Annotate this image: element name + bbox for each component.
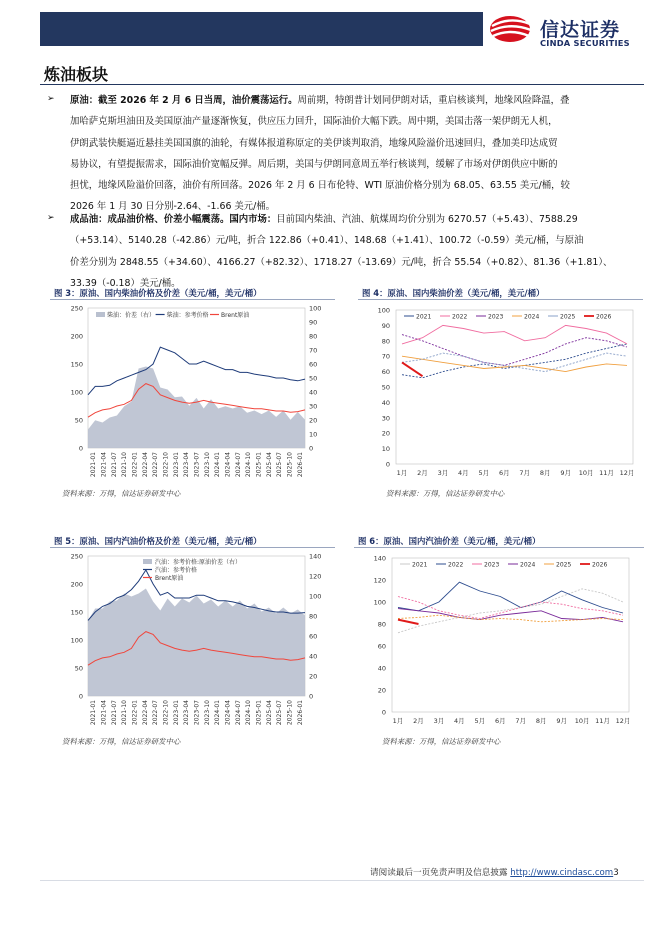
x-tick-label: 2025-10 [286, 700, 294, 726]
fig4-chart [358, 300, 648, 485]
legend-swatch [143, 559, 152, 564]
y-right-tick-label: 100 [309, 304, 322, 313]
y-tick-label: 80 [377, 620, 386, 629]
plot-area [396, 310, 633, 464]
y-tick-label: 20 [381, 429, 390, 438]
y-right-tick-label: 60 [309, 360, 318, 369]
x-tick-label: 2024-04 [224, 452, 232, 478]
y-tick-label: 40 [381, 398, 390, 407]
fig5-chart [50, 548, 340, 733]
legend-swatch [96, 312, 105, 317]
x-tick-label: 2026-01 [296, 700, 304, 726]
x-tick-label: 2024-10 [245, 452, 253, 478]
fig3-title: 图 3：原油、国内柴油价格及价差（美元/桶，美元/桶） [54, 288, 262, 298]
y-tick-label: 0 [385, 460, 390, 469]
products-line-3: 价差分别为 2848.55（+34.60）、4166.27（+82.32）、1718.27（-13.69）元/吨，折合 55.54（+0.82）、81.36（+1.81）、 [70, 256, 613, 268]
x-tick-label: 2024-04 [224, 700, 232, 726]
x-tick-label: 5月 [474, 717, 486, 725]
legend-label: 2022 [448, 561, 464, 569]
x-tick-label: 4月 [454, 717, 465, 725]
y-left-tick-label: 0 [78, 444, 83, 453]
x-tick-label: 2021-10 [121, 700, 129, 726]
x-tick-label: 2026-01 [296, 452, 304, 478]
legend-label: 汽油：参考价格 [155, 567, 198, 574]
crude-lead-bold: 截至 2026 年 2 月 6 日当周，油价震荡运行。 [98, 95, 298, 106]
cinda-logo-icon [488, 14, 536, 44]
legend-label: 2025 [560, 313, 576, 321]
bullet-arrow-icon: ➢ [47, 94, 55, 104]
legend-label: 2024 [520, 561, 536, 569]
logo-cn: 信达证券 [540, 19, 621, 41]
x-tick-label: 2023-04 [183, 452, 191, 478]
logo-en: CINDA SECURITIES [540, 38, 630, 48]
y-tick-label: 0 [381, 708, 386, 717]
legend-label: 2026 [596, 313, 612, 321]
legend-label: 柴油：参考价格 [166, 312, 209, 319]
x-tick-label: 2025-01 [255, 452, 263, 478]
x-tick-label: 12月 [619, 469, 635, 477]
x-tick-label: 1月 [392, 717, 404, 725]
y-tick-label: 80 [381, 337, 390, 346]
x-tick-label: 2月 [417, 469, 428, 477]
title-divider [40, 84, 644, 85]
legend-label: Brent原油 [155, 575, 184, 582]
crude-line-2: 加哈萨克斯坦油田及美国原油产量逐渐恢复，供应压力回升，国际油价大幅下跌。周中期，美国击落一架伊朗无人机， [70, 116, 558, 128]
legend-label: 2026 [592, 561, 608, 569]
y-right-tick-label: 50 [309, 374, 318, 383]
x-tick-label: 2025-04 [265, 452, 273, 478]
x-tick-label: 2022-01 [131, 452, 139, 478]
crude-line-5: 担忧，地缘风险溢价回落，油价有所回落。2026 年 2 月 6 日布伦特、WTI 原油价格分别为 68.05、63.55 美元/桶，较 [70, 180, 570, 192]
y-right-tick-label: 100 [309, 592, 322, 601]
y-right-tick-label: 90 [309, 318, 318, 327]
cinda-logo [488, 14, 648, 48]
x-tick-label: 2024-07 [234, 452, 242, 478]
y-left-tick-label: 200 [70, 332, 83, 341]
fig3-source: 资料来源：万得，信达证券研发中心 [62, 489, 181, 498]
y-tick-label: 60 [381, 368, 390, 377]
x-tick-label: 2023-10 [203, 452, 211, 478]
footer [370, 866, 619, 878]
products-paragraph [70, 209, 646, 294]
x-tick-label: 10月 [574, 717, 590, 725]
x-tick-label: 2021-01 [90, 700, 98, 726]
x-tick-label: 2021-04 [100, 700, 108, 726]
x-tick-label: 2024-07 [234, 700, 242, 726]
x-tick-label: 2022-01 [131, 700, 139, 726]
x-tick-label: 2024-01 [214, 700, 222, 726]
y-left-tick-label: 250 [70, 304, 83, 313]
y-tick-label: 70 [381, 352, 390, 361]
x-tick-label: 2024-10 [245, 700, 253, 726]
y-left-tick-label: 50 [74, 664, 83, 673]
x-tick-label: 2021-04 [100, 452, 108, 478]
footer-divider [40, 880, 644, 881]
fig6-title: 图 6：原油、国内汽油价差（美元/桶，美元/桶） [358, 536, 541, 546]
y-tick-label: 100 [377, 306, 390, 315]
x-tick-label: 6月 [494, 717, 506, 725]
y-right-tick-label: 30 [309, 402, 318, 411]
x-tick-label: 2025-07 [276, 452, 284, 478]
y-tick-label: 30 [381, 414, 390, 423]
y-left-tick-label: 200 [70, 580, 83, 589]
x-tick-label: 2021-01 [90, 452, 98, 478]
crude-line-1: 周前期，特朗普计划同伊朗对话，重启核谈判，地缘风险降温，叠 [297, 95, 570, 106]
x-tick-label: 4月 [458, 469, 469, 477]
y-left-tick-label: 100 [70, 636, 83, 645]
y-right-tick-label: 40 [309, 388, 318, 397]
fig5-source: 资料来源：万得，信达证券研发中心 [62, 737, 181, 746]
y-right-tick-label: 20 [309, 416, 318, 425]
x-tick-label: 2022-10 [162, 452, 170, 478]
fig4-source: 资料来源：万得，信达证券研发中心 [386, 489, 505, 498]
y-tick-label: 140 [373, 554, 386, 563]
x-tick-label: 2024-01 [214, 452, 222, 478]
x-tick-label: 2022-04 [141, 452, 149, 478]
crude-line-6: 2026 年 1 月 30 日分别-2.64、-1.66 美元/桶。 [70, 201, 276, 213]
x-tick-label: 1月 [396, 469, 408, 477]
legend-label: 汽油：参考价格:原油价差（右） [155, 559, 242, 566]
x-tick-label: 12月 [615, 717, 631, 725]
x-tick-label: 2023-07 [193, 452, 201, 478]
x-tick-label: 10月 [578, 469, 594, 477]
y-left-tick-label: 50 [74, 416, 83, 425]
x-tick-label: 2023-04 [183, 700, 191, 726]
fig6-source: 资料来源：万得，信达证券研发中心 [382, 737, 501, 746]
header-bar [40, 12, 483, 46]
page-number: 3 [613, 868, 619, 878]
x-tick-label: 2021-07 [110, 452, 118, 478]
x-tick-label: 2025-04 [265, 700, 273, 726]
legend-label: 2025 [556, 561, 572, 569]
x-tick-label: 5月 [478, 469, 490, 477]
x-tick-label: 2022-07 [152, 700, 160, 726]
y-left-tick-label: 0 [78, 692, 83, 701]
crude-paragraph [70, 90, 646, 218]
x-tick-label: 11月 [599, 469, 614, 477]
y-right-tick-label: 140 [309, 552, 322, 561]
x-tick-label: 9月 [556, 717, 567, 725]
y-left-tick-label: 150 [70, 608, 83, 617]
y-left-tick-label: 250 [70, 552, 83, 561]
y-tick-label: 60 [377, 642, 386, 651]
x-tick-label: 8月 [539, 469, 551, 477]
x-tick-label: 11月 [595, 717, 610, 725]
x-tick-label: 2021-07 [110, 700, 118, 726]
y-right-tick-label: 10 [309, 430, 318, 439]
legend-label: 2021 [412, 561, 428, 569]
x-tick-label: 2023-10 [203, 700, 211, 726]
fig3-chart [50, 300, 340, 485]
x-tick-label: 3月 [437, 469, 449, 477]
bullet-arrow-icon: ➢ [47, 213, 55, 223]
y-right-tick-label: 0 [309, 444, 314, 453]
x-tick-label: 2月 [413, 717, 424, 725]
x-tick-label: 2023-01 [172, 700, 180, 726]
y-tick-label: 120 [373, 576, 386, 585]
x-tick-label: 2025-07 [276, 700, 284, 726]
legend-label: 柴油：价差（右） [107, 312, 156, 319]
y-tick-label: 100 [373, 598, 386, 607]
y-tick-label: 20 [377, 686, 386, 695]
products-lead-bold: 成品油价格、价差小幅震荡。国内市场： [107, 214, 277, 225]
legend-label: 2024 [524, 313, 540, 321]
y-right-tick-label: 40 [309, 652, 318, 661]
x-tick-label: 2023-01 [172, 452, 180, 478]
y-right-tick-label: 120 [309, 572, 322, 581]
y-tick-label: 50 [381, 383, 390, 392]
x-tick-label: 8月 [535, 717, 547, 725]
x-tick-label: 2022-07 [152, 452, 160, 478]
legend-label: 2023 [488, 313, 504, 321]
y-tick-label: 40 [377, 664, 386, 673]
x-tick-label: 2022-04 [141, 700, 149, 726]
x-tick-label: 7月 [515, 717, 527, 725]
y-right-tick-label: 80 [309, 332, 318, 341]
legend-label: Brent原油 [221, 312, 250, 319]
products-lead-label: 成品油： [70, 214, 108, 225]
products-line-1: 目前国内柴油、汽油、航煤周均价分别为 6270.57（+5.43）、7588.29 [276, 214, 578, 225]
legend-label: 2021 [416, 313, 432, 321]
crude-line-3: 伊朗武装快艇逼近悬挂美国国旗的油轮，有媒体报道称原定的美伊谈判取消，地缘风险溢价迅速回归，叠加美印达成贸 [70, 137, 558, 149]
x-tick-label: 9月 [560, 469, 571, 477]
x-tick-label: 2023-07 [193, 700, 201, 726]
x-tick-label: 2025-10 [286, 452, 294, 478]
legend-label: 2023 [484, 561, 500, 569]
footer-disclaimer: 请阅读最后一页免责声明及信息披露 [370, 868, 508, 878]
x-tick-label: 7月 [519, 469, 531, 477]
x-tick-label: 2025-01 [255, 700, 263, 726]
y-left-tick-label: 100 [70, 388, 83, 397]
fig5-title: 图 5：原油、国内汽油价格及价差（美元/桶，美元/桶） [54, 536, 262, 546]
products-line-4: 33.39（-0.18）美元/桶。 [70, 277, 181, 289]
x-tick-label: 6月 [498, 469, 510, 477]
x-tick-label: 2022-10 [162, 700, 170, 726]
legend-label: 2022 [452, 313, 468, 321]
products-line-2: （+53.14）、5140.28（-42.86）元/吨，折合 122.86（+0.41）、148.68（+1.41）、100.72（-0.59）美元/桶，与原油 [70, 235, 584, 247]
y-right-tick-label: 80 [309, 612, 318, 621]
y-right-tick-label: 60 [309, 632, 318, 641]
x-tick-label: 2021-10 [121, 452, 129, 478]
y-tick-label: 90 [381, 321, 390, 330]
plot-area [392, 558, 629, 712]
fig4-title: 图 4：原油、国内柴油价差（美元/桶，美元/桶） [362, 288, 545, 298]
fig6-chart [354, 548, 644, 733]
x-tick-label: 3月 [433, 717, 445, 725]
footer-url-link[interactable]: http://www.cindasc.com [510, 868, 614, 878]
y-right-tick-label: 20 [309, 672, 318, 681]
y-right-tick-label: 70 [309, 346, 318, 355]
section-title: 炼油板块 [44, 65, 109, 84]
y-left-tick-label: 150 [70, 360, 83, 369]
y-right-tick-label: 0 [309, 692, 314, 701]
y-tick-label: 10 [381, 445, 390, 454]
crude-lead-label: 原油： [70, 95, 99, 106]
crude-line-4: 易协议，有望提振需求，国际油价宽幅反弹。周后期，美国与伊朗同意周五举行核谈判，缓解了市场对伊朗供应中断的 [70, 158, 558, 170]
